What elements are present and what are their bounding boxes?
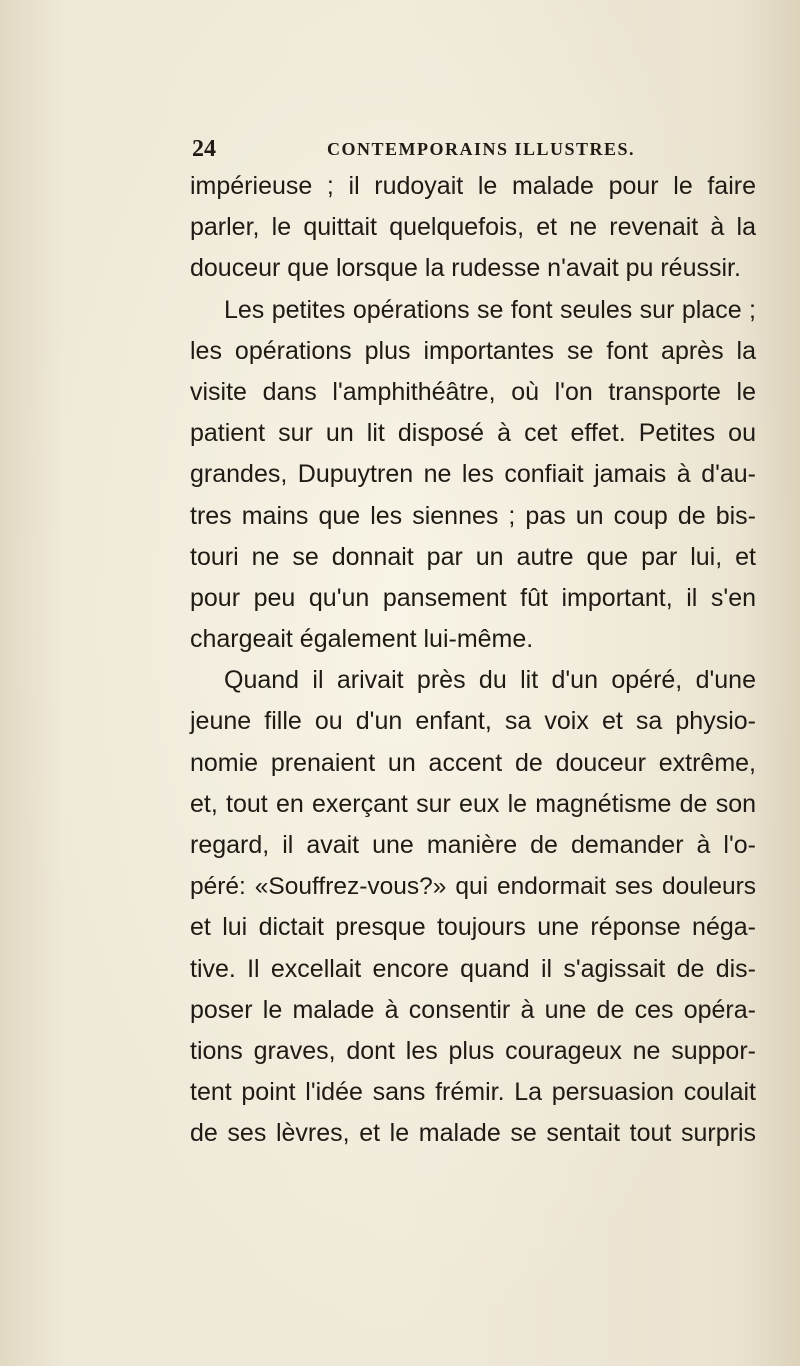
text-line: et, tout en exerçant sur eux le magnétisme de son <box>190 789 756 818</box>
text-line: de ses lèvres, et le malade se sentait tout surpris <box>190 1119 756 1148</box>
text-line: tive. Il excellait encore quand il s'agissait de dis- <box>190 954 756 983</box>
text-line: jeune fille ou d'un enfant, sa voix et sa physio- <box>190 707 756 736</box>
text-line: visite dans l'amphithéâtre, où l'on transporte le <box>190 377 756 406</box>
text-line: parler, le quittait quelquefois, et ne revenait à la <box>190 213 756 242</box>
page-header <box>190 131 756 167</box>
text-line: péré: «Souffrez-vous?» qui endormait ses douleurs <box>190 873 756 901</box>
text-line: tres mains que les siennes ; pas un coup de bis- <box>190 501 756 530</box>
body-text <box>190 166 756 1155</box>
text-line: les opérations plus importantes se font après la <box>190 336 756 365</box>
text-line: chargeait également lui-même. <box>190 625 534 654</box>
text-line: et lui dictait presque toujours une réponse néga- <box>190 913 756 942</box>
text-line: impérieuse ; il rudoyait le malade pour le faire <box>190 172 756 200</box>
running-title: CONTEMPORAINS ILLUSTRES. <box>326 139 636 159</box>
text-line: poser le malade à consentir à une de ces opéra- <box>190 995 756 1024</box>
text-line: Quand il arivait près du lit d'un opéré, d'une <box>224 666 756 695</box>
text-line: regard, il avait une manière de demander à l'o- <box>190 831 756 859</box>
text-line: tions graves, dont les plus courageux ne suppor- <box>190 1036 756 1065</box>
text-line: Les petites opérations se font seules sur place ; <box>224 295 756 324</box>
page-number: 24 <box>192 136 216 162</box>
text-line: douceur que lorsque la rudesse n'avait pu réussir. <box>190 254 741 283</box>
text-line: tent point l'idée sans frémir. La persuasion coulait <box>190 1078 756 1107</box>
text-line: nomie prenaient un accent de douceur extrême, <box>190 748 756 777</box>
text-line: patient sur un lit disposé à cet effet. Petites ou <box>190 419 756 448</box>
text-line: pour peu qu'un pansement fût important, il s'en <box>190 583 756 612</box>
text-line: touri ne se donnait par un autre que par lui, et <box>190 542 756 571</box>
text-line: grandes, Dupuytren ne les confiait jamais à d'au- <box>190 460 756 489</box>
